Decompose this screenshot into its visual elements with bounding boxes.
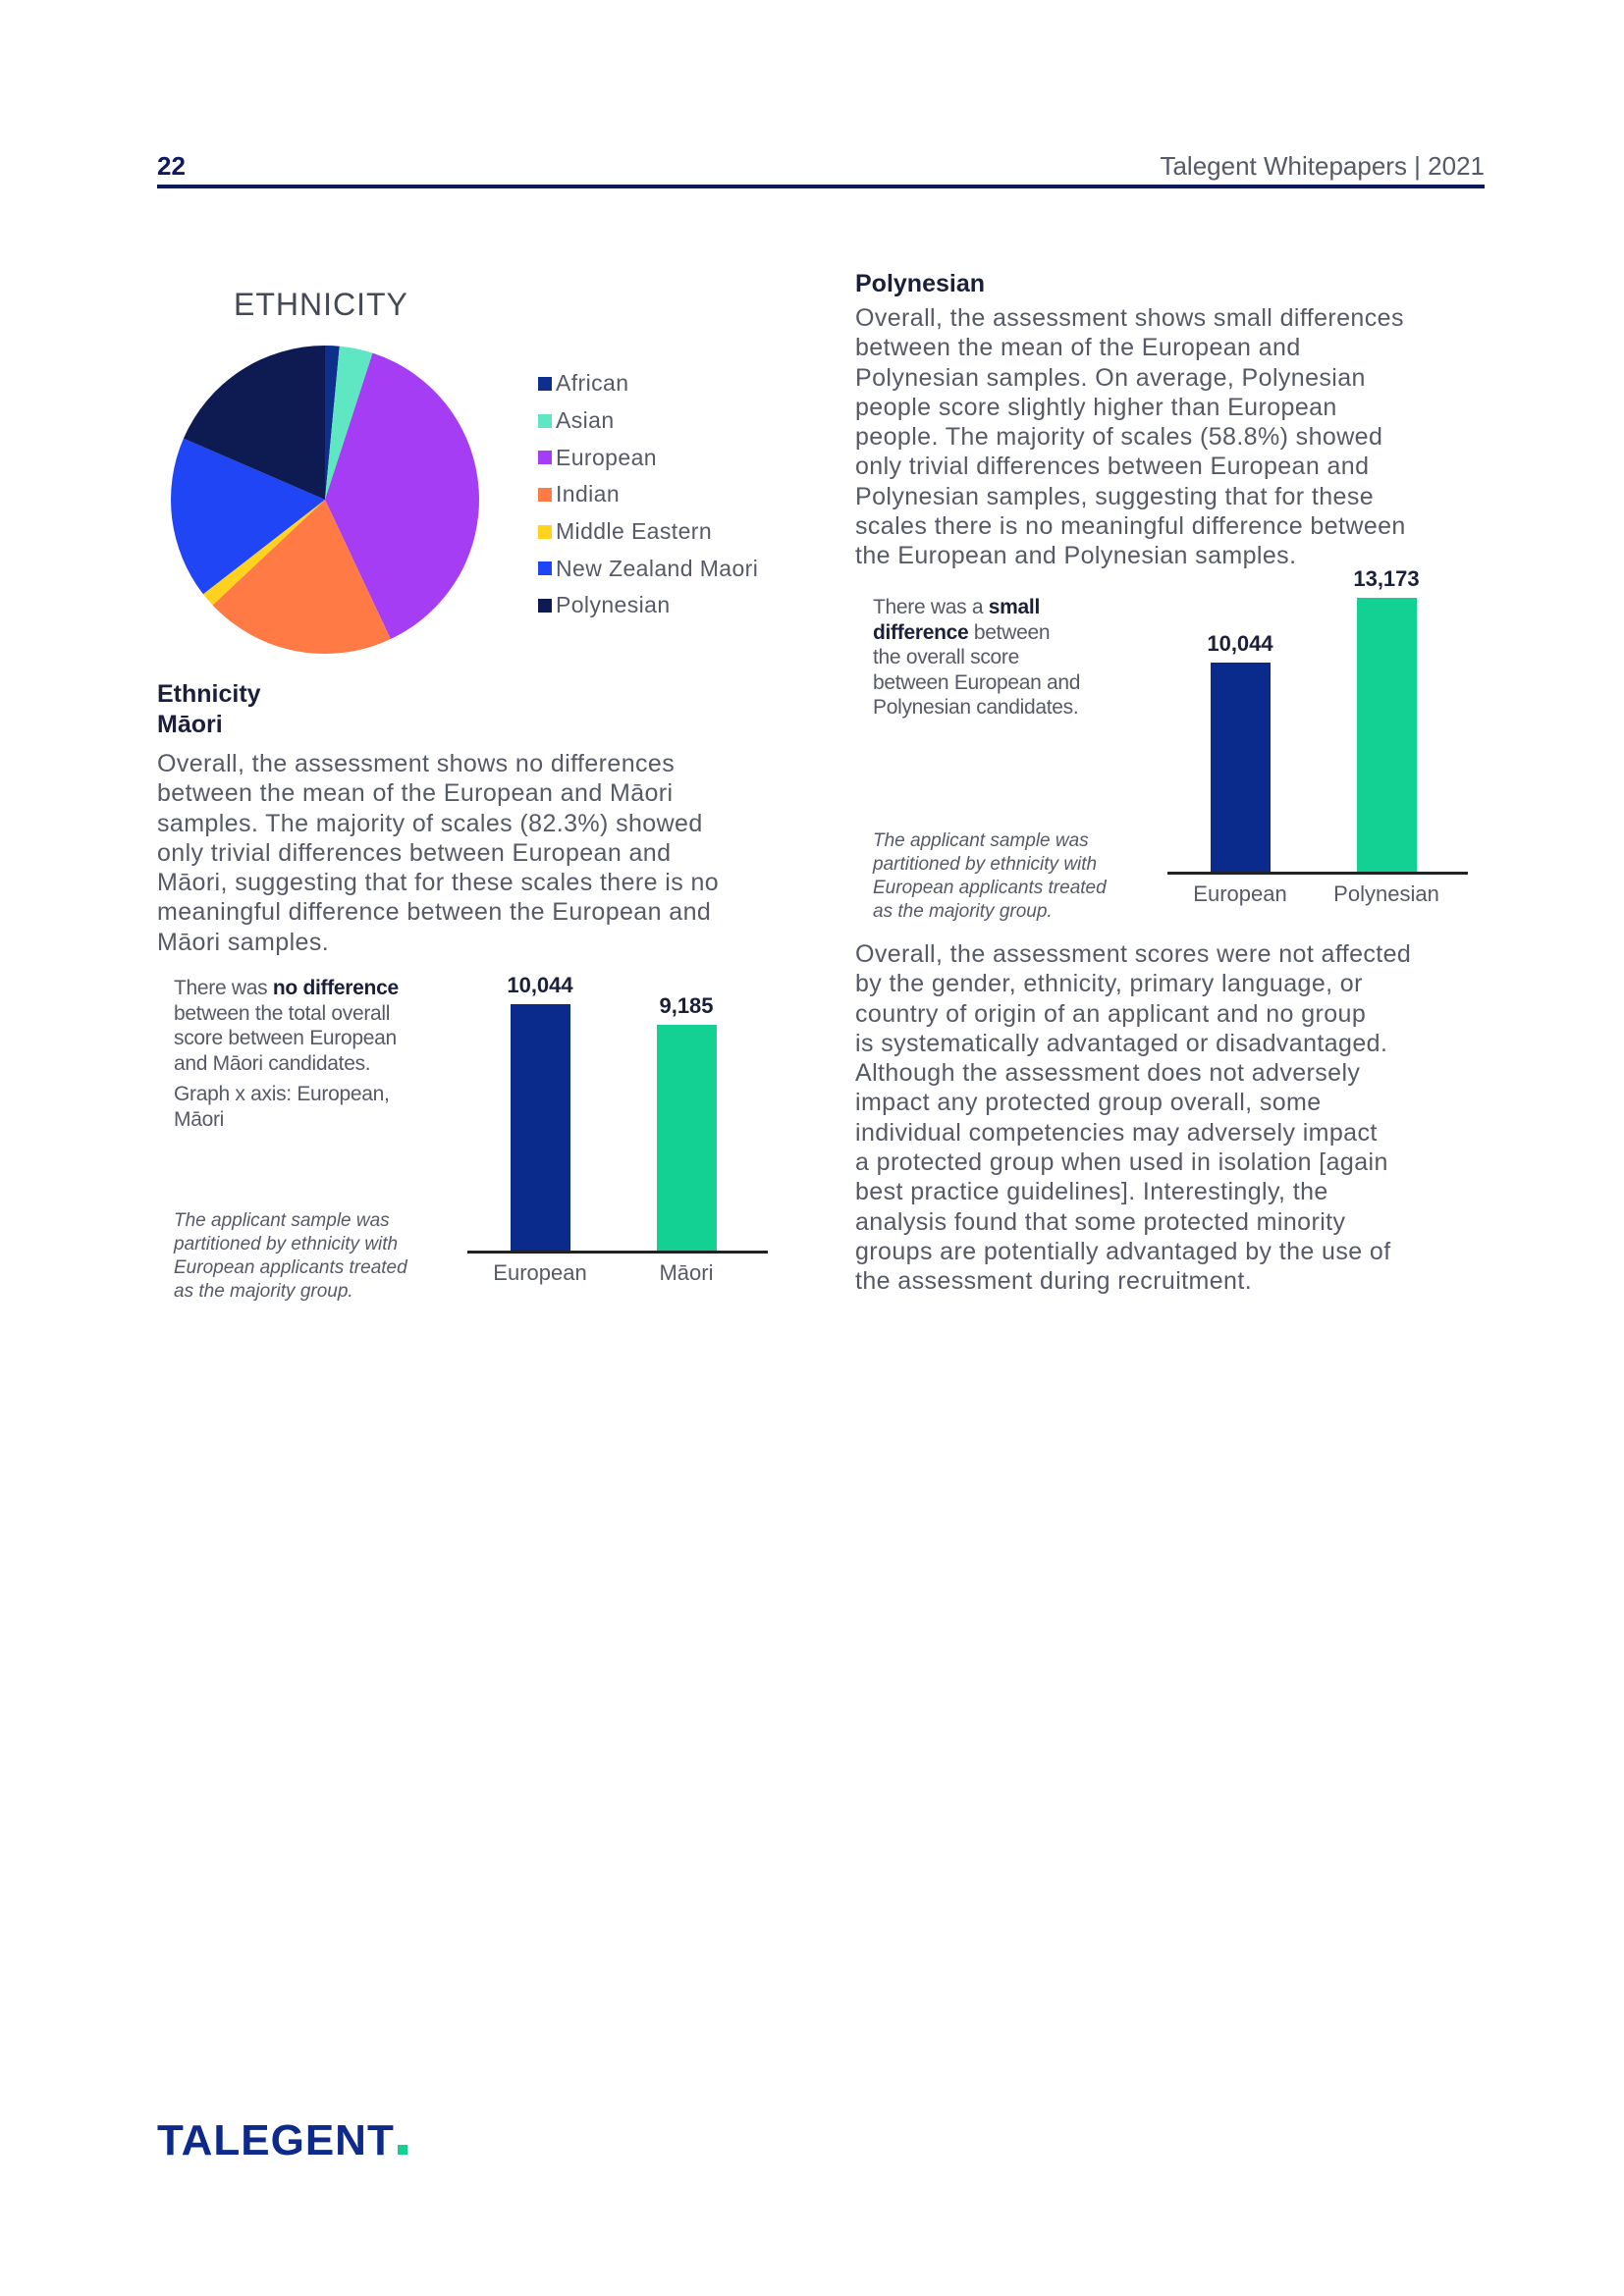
text-line: groups are potentially advantaged by the use of — [855, 1237, 1391, 1265]
legend-swatch — [538, 414, 552, 428]
legend-label: New Zealand Maori — [556, 555, 759, 581]
x-axis-line — [467, 1251, 768, 1254]
legend-label: Asian — [556, 407, 615, 434]
value-label-european: 10,044 — [1207, 631, 1273, 657]
value-label-european: 10,044 — [507, 972, 573, 997]
category-label-european: European — [493, 1260, 587, 1285]
page-header-title: Talegent Whitepapers | 2021 — [1160, 151, 1485, 181]
text-line: samples. The majority of scales (82.3%) showed — [157, 809, 703, 837]
maori-note — [174, 976, 439, 1132]
text-line: Overall, the assessment shows no differences — [157, 750, 676, 777]
legend-swatch — [538, 451, 552, 464]
text-line: Polynesian samples, suggesting that for these — [855, 482, 1375, 510]
graph-axis-note: Graph x axis: European, — [174, 1083, 390, 1105]
bar-european — [1211, 663, 1271, 872]
italic-line: partitioned by ethnicity with — [873, 854, 1098, 875]
polynesian-sample-note — [873, 829, 1148, 924]
polynesian-note — [873, 595, 1128, 721]
legend-item-nz-maori — [538, 550, 758, 587]
text-line: between the mean of the European and Māori — [157, 779, 674, 808]
conclusion-paragraph — [855, 939, 1484, 1297]
maori-paragraph — [157, 749, 805, 957]
note-emphasis: no difference — [272, 977, 399, 999]
bar-polynesian — [1357, 598, 1417, 872]
legend-item-african — [538, 365, 758, 402]
text-line: people. The majority of scales (58.8%) showed — [855, 423, 1383, 452]
polynesian-paragraph — [855, 303, 1484, 571]
text-line: by the gender, ethnicity, primary language, or — [855, 970, 1363, 998]
text-line: country of origin of an applicant and no group — [855, 999, 1367, 1028]
page-number: 22 — [157, 151, 186, 181]
legend-item-polynesian — [538, 587, 758, 624]
value-label-maori: 9,185 — [659, 993, 714, 1019]
legend-item-indian — [538, 476, 758, 513]
pie-legend — [538, 365, 758, 624]
text-line: Māori samples. — [157, 928, 330, 956]
italic-line: European applicants treated — [873, 878, 1107, 898]
note-line: the overall score — [873, 646, 1019, 668]
section-heading-maori: Māori — [157, 711, 223, 738]
note-line: difference between — [873, 620, 1051, 644]
text-line: scales there is no meaningful difference between — [855, 512, 1406, 541]
text-line: is systematically advantaged or disadvantaged. — [855, 1029, 1388, 1057]
ethnicity-pie-chart — [165, 340, 485, 660]
note-line: between European and — [873, 670, 1081, 694]
italic-line: as the majority group. — [174, 1281, 353, 1302]
note-line: There was a small — [873, 596, 1040, 618]
text-line: Polynesian samples. On average, Polynesian — [855, 363, 1366, 392]
text-line: impact any protected group overall, some — [855, 1089, 1322, 1117]
section-heading-ethnicity: Ethnicity — [157, 680, 261, 708]
note-line: Polynesian candidates. — [873, 696, 1079, 719]
italic-line: The applicant sample was — [174, 1210, 390, 1231]
text-line: best practice guidelines]. Interestingly, the — [855, 1178, 1328, 1206]
logo-dot — [398, 2145, 407, 2155]
note-line: score between European — [174, 1027, 397, 1049]
italic-line: as the majority group. — [873, 901, 1053, 922]
note-line: There was no difference — [174, 977, 399, 999]
legend-swatch — [538, 377, 552, 391]
talegent-logo: TALEGENT — [157, 2116, 407, 2165]
legend-label: Indian — [556, 481, 621, 507]
maori-sample-note — [174, 1209, 449, 1304]
value-label-polynesian: 13,173 — [1353, 566, 1420, 592]
text-line: people score slightly higher than European — [855, 393, 1337, 421]
note-emphasis: difference — [873, 620, 969, 644]
text-line: Although the assessment does not adversely — [855, 1059, 1361, 1088]
bar-european — [511, 1004, 570, 1251]
maori-bar-chart — [467, 972, 768, 1286]
section-heading-polynesian: Polynesian — [855, 270, 985, 297]
note-emphasis: small — [988, 596, 1040, 618]
legend-item-european — [538, 439, 758, 476]
bar-maori — [657, 1025, 717, 1251]
note-line: and Māori candidates. — [174, 1051, 371, 1075]
legend-label: Middle Eastern — [556, 518, 713, 545]
text-line: meaningful difference between the European and — [157, 898, 712, 927]
text-line: individual competencies may adversely impact — [855, 1118, 1378, 1147]
text-line: Overall, the assessment scores were not affected — [855, 940, 1412, 968]
category-label-polynesian: Polynesian — [1333, 881, 1439, 906]
note-line: between the total overall — [174, 1001, 391, 1025]
graph-axis-note: Māori — [174, 1107, 225, 1131]
text-line: the assessment during recruitment. — [855, 1267, 1253, 1296]
category-label-european: European — [1193, 881, 1287, 906]
text-line: analysis found that some protected minority — [855, 1207, 1346, 1236]
pie-chart-title: ETHNICITY — [234, 287, 408, 322]
legend-label: African — [556, 370, 629, 397]
polynesian-bar-chart — [1167, 566, 1468, 915]
text-line: Overall, the assessment shows small differences — [855, 304, 1404, 332]
header-rule — [157, 185, 1485, 188]
text-line: only trivial differences between European and — [855, 453, 1370, 481]
text-line: between the mean of the European and — [855, 334, 1301, 362]
legend-swatch — [538, 525, 552, 539]
category-label-maori: Māori — [659, 1260, 714, 1285]
legend-item-middle-eastern — [538, 513, 758, 551]
legend-swatch — [538, 599, 552, 613]
italic-line: partitioned by ethnicity with — [174, 1234, 399, 1255]
italic-line: The applicant sample was — [873, 830, 1089, 851]
legend-swatch — [538, 561, 552, 575]
x-axis-line — [1167, 872, 1468, 875]
legend-label: Polynesian — [556, 592, 671, 618]
legend-label: European — [556, 444, 657, 470]
text-line: only trivial differences between European and — [157, 838, 672, 867]
text-line: the European and Polynesian samples. — [855, 542, 1297, 570]
italic-line: European applicants treated — [174, 1257, 407, 1278]
text-line: a protected group when used in isolation [again — [855, 1148, 1388, 1177]
legend-item-asian — [538, 402, 758, 440]
text-line: Māori, suggesting that for these scales there is no — [157, 869, 720, 897]
legend-swatch — [538, 488, 552, 502]
